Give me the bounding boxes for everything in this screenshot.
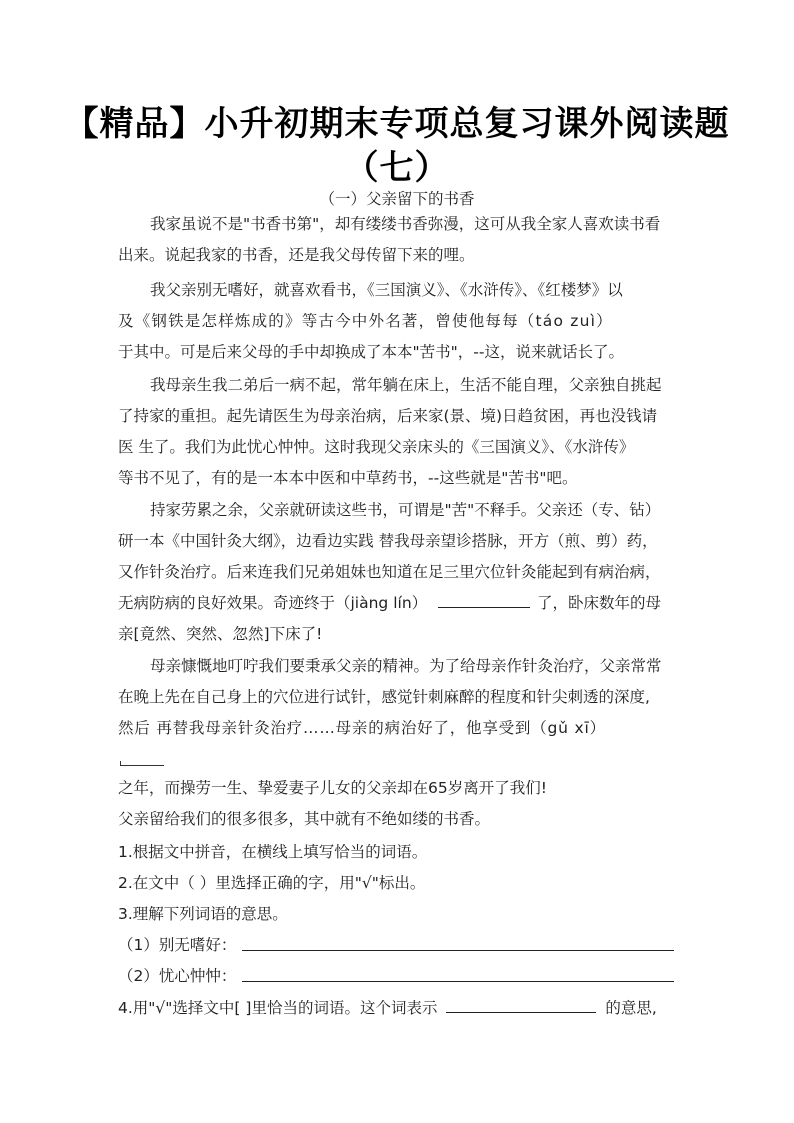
paragraph-5-line-3: 然后 再替我母亲针灸治疗……母亲的病治好了，他享受到（gǔ xī） <box>118 719 606 737</box>
paragraph-5-line-4: 之年，而操劳一生、挚爱妻子儿女的父亲却在65岁离开了我们! <box>118 779 547 797</box>
paragraph-4-line-4-start: 无病防病的良好效果。奇迹终于（jiàng lín） <box>118 594 428 612</box>
paragraph-5-line-1: 母亲慷慨地叮咛我们要秉承父亲的精神。为了给母亲作针灸治疗，父亲常常 <box>150 657 662 675</box>
question-3-item-1-label: （1）别无嗜好： <box>118 936 237 954</box>
question-4-end: 的意思, <box>605 999 657 1017</box>
paragraph-4-line-2: 研一本《中国针灸大纲》，边看边实践 替我母亲望诊搭脉，开方（煎、剪）药， <box>118 532 658 550</box>
page-title-number: （七） <box>344 148 450 188</box>
paragraph-4-line-4-end: 了，卧床数年的母 <box>537 594 662 612</box>
paragraph-3-line-2: 了持家的重担。起先请医生为母亲治病，后来家(景、境)日趋贫困，再也没钱请 <box>118 407 658 425</box>
paragraph-2-line-3: 于其中。可是后来父母的手中却换成了本本"苦书"，--这，说来就话长了。 <box>118 343 624 361</box>
question-4-start: 4.用"√"选择文中[ ]里恰当的词语。这个词表示 <box>118 999 438 1017</box>
paragraph-3-line-3: 医 生了。我们为此忧心忡忡。这时我现父亲床头的《三国演义》、《水浒传》 <box>118 438 635 456</box>
paragraph-2-line-1: 我父亲别无嗜好，就喜欢看书，《三国演义》、《水浒传》、《红楼梦》以 <box>150 281 623 299</box>
answer-blank-tick <box>120 761 121 766</box>
question-3-item-2-answer-line[interactable] <box>242 981 674 982</box>
paragraph-5-line-2: 在晚上先在自己身上的穴位进行试针，感觉针刺麻醉的程度和针尖刺透的深度, <box>118 688 650 706</box>
paragraph-4-line-3: 又作针灸治疗。后来连我们兄弟姐妹也知道在足三里穴位针灸能起到有病治病， <box>118 563 661 581</box>
question-3: 3.理解下列词语的意思。 <box>118 905 288 923</box>
answer-blank-short[interactable] <box>120 765 164 766</box>
paragraph-6-line-1: 父亲留给我们的很多很多，其中就有不绝如缕的书香。 <box>118 810 491 828</box>
paragraph-3-line-1: 我母亲生我二弟后一病不起，常年躺在床上，生活不能自理，父亲独自挑起 <box>150 376 662 394</box>
passage-title: （一）父亲留下的书香 <box>319 190 475 208</box>
question-4-answer-blank[interactable] <box>446 998 596 1013</box>
question-3-item-2-label: （2）忧心忡忡： <box>118 967 237 985</box>
paragraph-1-line-1: 我家虽说不是"书香书第"，却有缕缕书香弥漫，这可从我全家人喜欢读书看 <box>150 215 661 233</box>
pinyin-answer-blank[interactable] <box>438 593 530 608</box>
page-title: 【精品】小升初期末专项总复习课外阅读题 <box>64 104 730 144</box>
question-4 <box>118 998 657 1018</box>
paragraph-1-line-2: 出来。说起我家的书香，还是我父母传留下来的哩。 <box>118 246 475 264</box>
paragraph-3-line-4: 等书不见了，有的是一本本中医和中草药书，--这些就是"苦书"吧。 <box>118 469 578 487</box>
paragraph-2-line-2: 及《钢铁是怎样炼成的》等古今中外名著，曾使他每每（táo zuì） <box>118 312 613 330</box>
question-2: 2.在文中（ ）里选择正确的字，用"√"标出。 <box>118 874 426 892</box>
paragraph-4-line-4 <box>118 593 661 613</box>
question-1: 1.根据文中拼音，在横线上填写恰当的词语。 <box>118 843 428 861</box>
paragraph-4-line-5: 亲[竟然、突然、忽然]下床了! <box>118 625 323 643</box>
paragraph-4-line-1: 持家劳累之余，父亲就研读这些书，可谓是"苦"不释手。父亲还（专、钻） <box>150 501 661 519</box>
question-3-item-1-answer-line[interactable] <box>242 950 674 951</box>
